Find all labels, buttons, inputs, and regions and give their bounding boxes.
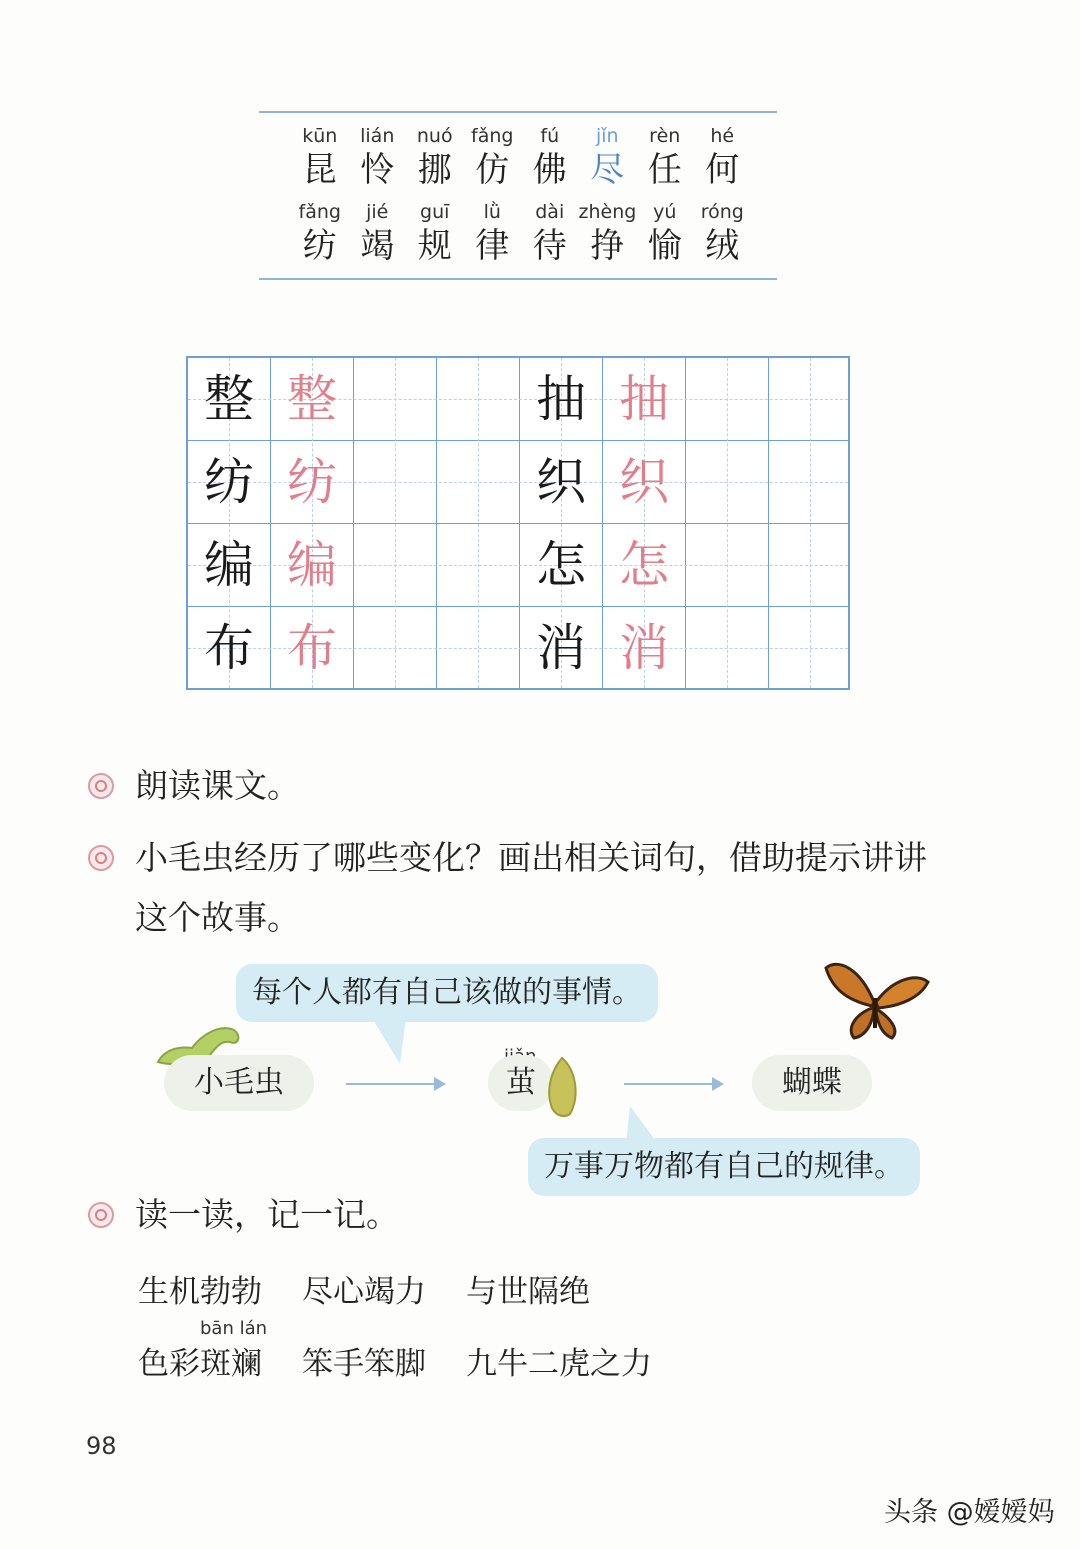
task-marker-icon [88, 1202, 114, 1228]
trace-char: 纺 [287, 453, 337, 511]
grid-guide [478, 358, 479, 688]
arrow-icon [346, 1083, 444, 1085]
vocab-word [349, 124, 407, 192]
vocab-word [521, 200, 579, 268]
task-marker-icon [88, 773, 114, 799]
vocab-word [521, 124, 579, 192]
vocab-word [291, 200, 349, 268]
vocab-word [291, 124, 349, 192]
idiom-item: 色彩斑斓 [138, 1346, 262, 1382]
pinyin: jǐn [595, 125, 619, 147]
task-marker-icon [88, 845, 114, 871]
vocab-word [406, 200, 464, 268]
task-read-remember: 读一读，记一记。 [135, 1195, 399, 1234]
cocoon-icon [540, 1056, 584, 1120]
grid-guide [727, 358, 728, 688]
model-char: 纺 [204, 453, 254, 511]
idiom-item: 尽心竭力 [302, 1274, 426, 1310]
hanzi: 挣 [590, 226, 625, 266]
idiom-item: 生机勃勃 [138, 1274, 262, 1310]
hanzi: 竭 [360, 226, 395, 266]
vocab-row-1 [291, 124, 761, 192]
idiom-item: 九牛二虎之力 [466, 1346, 652, 1382]
hanzi: 昆 [302, 150, 337, 190]
model-char: 织 [536, 453, 586, 511]
pinyin: yú [653, 201, 677, 223]
vocab-word [464, 200, 522, 268]
trace-char: 布 [287, 619, 337, 677]
page-number: 98 [86, 1432, 117, 1460]
pinyin: fǎng [471, 125, 514, 147]
grid-guide [395, 358, 396, 688]
vocab-word [349, 200, 407, 268]
pinyin: hé [710, 125, 735, 147]
pinyin: kūn [302, 125, 338, 147]
vocab-word [694, 124, 752, 192]
hanzi: 纺 [302, 226, 337, 266]
hanzi: 尽 [590, 150, 625, 190]
hanzi: 任 [647, 150, 682, 190]
bubble-top-tail [370, 1018, 410, 1066]
hint-bubble-bottom: 万事万物都有自己的规律。 [528, 1138, 920, 1196]
model-char: 布 [204, 619, 254, 677]
pinyin: lǜ [483, 201, 501, 223]
vocab-bottom-rule [259, 278, 777, 280]
vocab-row-2 [291, 200, 761, 268]
trace-char: 怎 [619, 536, 669, 594]
vocab-word [636, 124, 694, 192]
hanzi: 律 [475, 226, 510, 266]
pinyin: jié [366, 201, 389, 223]
vocab-word [464, 124, 522, 192]
vocab-word [406, 124, 464, 192]
grid-guide [810, 358, 811, 688]
model-char: 编 [204, 536, 254, 594]
trace-char: 消 [619, 619, 669, 677]
hint-bubble-top: 每个人都有自己该做的事情。 [236, 964, 658, 1022]
hanzi: 挪 [417, 150, 452, 190]
idiom-item: 笨手笨脚 [302, 1346, 426, 1382]
pinyin: lián [360, 125, 395, 147]
hanzi: 怜 [360, 150, 395, 190]
trace-char: 织 [619, 453, 669, 511]
vocab-word-highlight [579, 124, 637, 192]
vocab-word [636, 200, 694, 268]
hanzi: 愉 [647, 226, 682, 266]
stage-cocoon: 茧 [488, 1055, 554, 1111]
stage-butterfly: 蝴蝶 [752, 1055, 872, 1111]
trace-char: 抽 [619, 370, 669, 428]
pinyin: guī [420, 201, 450, 223]
vocab-word [579, 200, 637, 268]
vocab-top-rule [259, 111, 777, 113]
trace-char: 整 [287, 370, 337, 428]
task-story-line-1: 小毛虫经历了哪些变化？画出相关词句，借助提示讲讲 [135, 838, 927, 877]
hanzi: 待 [532, 226, 567, 266]
watermark: 头条 @嫒嫒妈 [884, 1497, 1055, 1528]
hanzi: 佛 [532, 150, 567, 190]
hanzi: 仿 [475, 150, 510, 190]
stage-caterpillar: 小毛虫 [164, 1055, 314, 1111]
pinyin: zhèng [578, 201, 637, 223]
model-char: 消 [536, 619, 586, 677]
trace-char: 编 [287, 536, 337, 594]
model-char: 怎 [536, 536, 586, 594]
model-char: 抽 [536, 370, 586, 428]
pinyin: dài [535, 201, 565, 223]
pinyin: róng [700, 201, 744, 223]
vocab-word [694, 200, 752, 268]
hanzi: 何 [705, 150, 740, 190]
idiom-item: 与世隔绝 [466, 1274, 590, 1310]
writing-grid [186, 356, 850, 690]
hanzi: 绒 [705, 226, 740, 266]
pinyin: fú [540, 125, 560, 147]
pinyin: rèn [649, 125, 681, 147]
arrow-icon [624, 1083, 722, 1085]
butterfly-icon [820, 958, 932, 1044]
task-read-aloud: 朗读课文。 [135, 766, 300, 805]
model-char: 整 [204, 370, 254, 428]
pinyin: nuó [416, 125, 453, 147]
hanzi: 规 [417, 226, 452, 266]
task-story-line-2: 这个故事。 [135, 898, 300, 937]
pinyin: fǎng [298, 201, 341, 223]
idiom-pinyin: bān lán [200, 1318, 268, 1339]
